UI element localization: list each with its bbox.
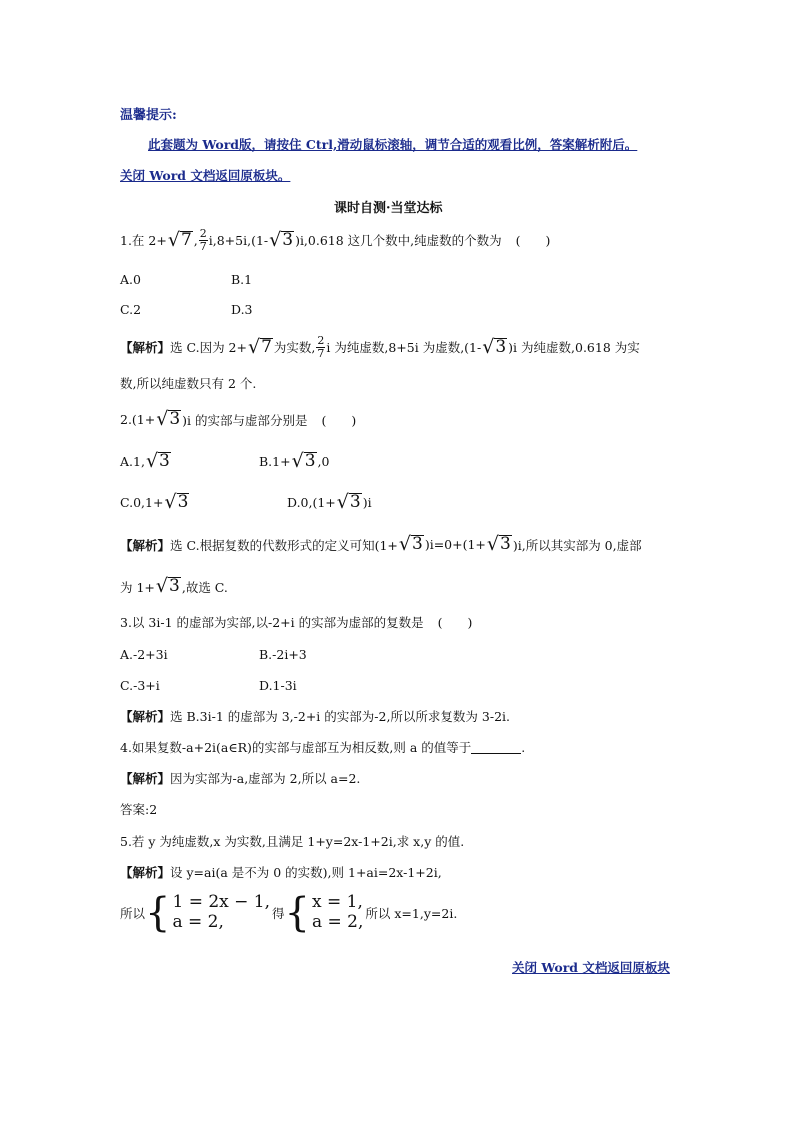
return-link-bottom[interactable]: 关闭 Word 文档返回原板块 — [512, 960, 670, 975]
analysis-1-cont: 数,所以纯虚数只有 2 个. — [120, 376, 257, 391]
analysis-2: 【解析】 选 C.根据复数的代数形式的定义可知(1+ √ 3 )i=0+(1+ √ 3 )i,所以其实部为 0,虚部 — [120, 533, 642, 555]
q3-option-d: D.1-3i — [259, 678, 297, 693]
q2-option-c: C.0,1+ √ 3 — [120, 491, 189, 513]
sqrt-3: √ 3 — [269, 228, 294, 251]
question-1: 1.在 2+ √ 7 , $\frac{2}{7}$ i,8+5i,(1- √ 3 )i,0.618 这几个数中,纯虚数的个数为 ( ) — [120, 227, 551, 253]
q1-option-d: D.3 — [231, 302, 253, 317]
question-3: 3.以 3i-1 的虚部为实部,以-2+i 的实部为虚部的复数是 ( ) — [120, 615, 473, 630]
q2-option-d: D.0,(1+ √ 3 )i — [287, 491, 372, 513]
return-link-top[interactable]: 关闭 Word 文档返回原板块。 — [120, 168, 291, 183]
question-2: 2.(1+ √ 3 )i 的实部与虚部分别是 ( ) — [120, 408, 357, 430]
analysis-1: 【解析】 选 C.因为 2+ √ 7 为实数, $\frac{2}{7}$ i 为纯虚数,8+5i 为虚数,(1- √ 3 )i 为纯虚数,0.618 为实 — [120, 334, 640, 360]
q3-option-b: B.-2i+3 — [259, 647, 307, 662]
q3-option-c: C.-3+i — [120, 678, 160, 693]
q2-option-b: B.1+ √ 3 ,0 — [259, 450, 330, 472]
equation-system-1: { 1 = 2x − 1, a = 2, — [145, 890, 271, 936]
fraction-2-7: $\frac{2}{7}$ — [199, 227, 207, 253]
analysis-2-cont: 为 1+ √ 3 ,故选 C. — [120, 575, 228, 597]
q1-option-c: C.2 — [120, 302, 142, 317]
answer-4: 答案:2 — [120, 802, 158, 817]
question-5: 5.若 y 为纯虚数,x 为实数,且满足 1+y=2x-1+2i,求 x,y 的值. — [120, 834, 465, 849]
analysis-5-system: 所以 { 1 = 2x − 1, a = 2, 得 { x = 1, a = 2, 所以 x=1,y=2i. — [120, 890, 458, 936]
analysis-5: 【解析】 设 y=ai(a 是不为 0 的实数),则 1+ai=2x-1+2i, — [120, 865, 442, 880]
q1-option-b: B.1 — [231, 272, 253, 287]
equation-system-2: { x = 1, a = 2, — [284, 890, 364, 936]
q3-option-a: A.-2+3i — [120, 647, 168, 662]
tip-title: 温馨提示: — [120, 108, 177, 123]
analysis-3: 【解析】 选 B.3i-1 的虚部为 3,-2+i 的实部为-2,所以所求复数为 3-2i. — [120, 709, 510, 724]
section-title: 课时自测·当堂达标 — [334, 201, 443, 216]
sqrt-7: √ 7 — [167, 228, 192, 251]
q1-option-a: A.0 — [120, 272, 141, 287]
q2-option-a: A.1, √ 3 — [120, 450, 170, 472]
answer-blank — [471, 741, 521, 754]
tip-instructions: 此套题为 Word版，请按住 Ctrl,滑动鼠标滚轴，调节合适的观看比例，答案解析附后。 — [148, 137, 638, 152]
question-4: 4.如果复数-a+2i(a∈R)的实部与虚部互为相反数,则 a 的值等于 . — [120, 739, 526, 755]
analysis-4: 【解析】 因为实部为-a,虚部为 2,所以 a=2. — [120, 771, 361, 786]
answer-paren: ( ) — [515, 233, 551, 249]
